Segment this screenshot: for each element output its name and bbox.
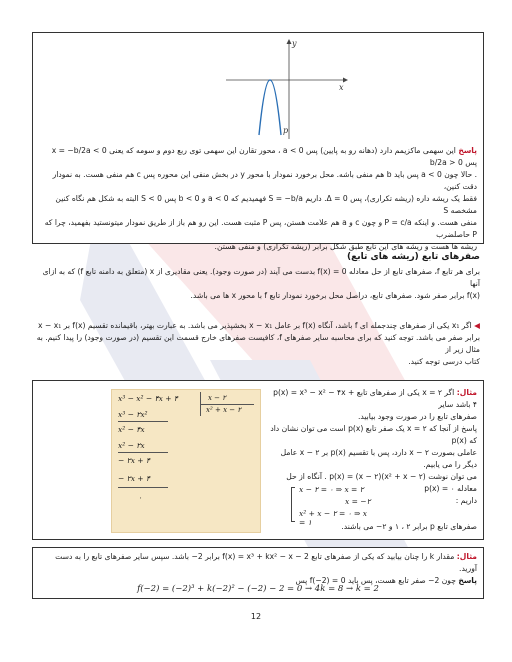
example-line: صفرهای تابع را در صورت وجود بیابید.	[357, 412, 477, 421]
y-axis-label: y	[292, 39, 297, 48]
factor-theorem-paragraph	[32, 320, 480, 368]
division-step: − ۲x + ۴	[118, 456, 151, 465]
paragraph-line: کتاب درسی توجه کنید.	[408, 357, 480, 366]
example-line: داریم :	[455, 496, 477, 505]
example-label: مثال:	[456, 388, 477, 397]
answer-line: فقط یک ریشه داره (ریشه تکراری)، پس Δ = 0. داریم S = −b/a فهمیدیم که a < 0 و b < 0 پس S < 0 البته به شکل هم نگاه کنین مشخصه S	[55, 194, 477, 215]
curve-label: p	[283, 126, 289, 135]
paragraph-line: ◀ اگر x₁ یکی از صفرهای چندجمله ای f باشد، آنگاه f(x) بر عامل x − x₁ بخشپذیر می باشد. به عبارت بهتر، باقیمانده تقسیم f(x) بر x − x₁	[38, 321, 480, 330]
example-answer: پاسخ چون 2− صفر تابع هست، پس باید f(−2) = 0 پس	[295, 576, 477, 585]
calculation-line: f(−2) = (−2)³ + k(−2)² − (−2) − 2 = 0 → 4k = 8 → k = 2	[137, 584, 379, 594]
section-title: صفرهای تابع (ریشه های تابع)	[346, 252, 480, 262]
zeros-definition-paragraph	[32, 266, 480, 302]
division-step: − ۲x + ۴	[118, 474, 151, 483]
example-line: پاسخ از آنجا که x = ۲ یک صفر تابع p(x) است می توان نشان داد که p(x)	[270, 424, 477, 445]
division-step: x² − ۴x	[118, 425, 145, 434]
answer-label: پاسخ	[458, 146, 477, 155]
long-division-panel	[111, 389, 261, 533]
division-example-box	[32, 380, 484, 540]
paragraph-line: برابر صفر می باشد. توجه کنید که برای محاسبه سایر صفرهای f، کافیست صفرهای خارج قسمت این تقسیم (در صورت وجود) را پیدا کنیم. به مثال زیر از	[36, 333, 480, 354]
example-conclusion: صفرهای تابع p برابر ۲ ، ۱ و ۲− می باشند.	[341, 522, 477, 531]
division-step: x³ − ۲x²	[118, 410, 148, 419]
example-line: عاملی بصورت x − ۲ دارد، پس با تقسیم p(x) بر x − ۲ عامل دیگر را می یابیم.	[280, 448, 477, 469]
example-line: مثال: اگر x = ۲ یکی از صفرهای تابع p(x) = x³ − x² − ۴x + ۴ باشد سایر	[273, 388, 477, 409]
answer-line: ریشه ها هست و ریشه های این تابع طبق شکل برابر (ریشه تکراری) و منفی هستن.	[214, 242, 477, 251]
case-line: x = −۲	[345, 497, 371, 506]
answer-label: پاسخ	[458, 576, 477, 585]
division-step: x² − ۲x	[118, 441, 145, 450]
page-number: 12	[250, 612, 262, 621]
dividend: x³ − x² − ۴x + ۴	[118, 394, 178, 403]
paragraph-line: برای هر تابع f، صفرهای تابع از حل معادله f(x) = 0 بدست می آیند (در صورت وجود). یعنی مقادیری از x (متعلق به دامنه تابع f) که به ازای آنها	[42, 267, 480, 288]
case-line: x² + x − ۲ = ۰ ⇒ x = ۱	[299, 509, 367, 527]
case-line: x − ۲ = ۰ ⇒ x = ۲	[299, 485, 364, 494]
paragraph-line: f(x) برابر صفر شود. صفرهای تابع، دراصل محل برخورد نمودار تابع f با محور x ها می باشد.	[190, 291, 480, 300]
example-label: مثال:	[456, 552, 477, 561]
bullet-triangle-icon: ◀	[474, 321, 480, 330]
example-line: می توان نوشت p(x) = (x − ۲)(x² + x − ۲) . آنگاه از حل معادله p(x) = ۰	[286, 472, 477, 493]
division-remainder: ۰	[138, 493, 143, 502]
answer-line: منفی هست. و اینکه P = c/a و چون c و a هم علامت هستن، پس P مثبت هست. این رو هم باز از طریق نمودار میتونستید بفهمید، چرا که P حاصلضرب	[44, 218, 477, 239]
graph-example-box	[32, 32, 484, 251]
parabola-graph	[221, 35, 351, 143]
answer-line: . حالا چون a < 0 پس باید b هم منفی باشه. محل برخورد نمودار با محور y در بخش منفی این محوره پس c هم منفی هست. به نمودار دقت کنین،	[52, 170, 477, 191]
answer-line: پاسخ این سهمی ماکزیمم دارد (دهانه رو به پایین) پس a < 0 ، محور تقارن این سهمی توی ربع دوم و سومه که یعنی x = −b/2a < 0 پس b/2a > 0	[51, 146, 477, 167]
example-question: مثال: مقدار k را چنان بیابید که یکی از صفرهای تابع f(x) = x³ + kx² − x − 2 برابر 2− باشد. سپس سایر صفرهای تابع را به دست آورید.	[55, 552, 477, 573]
x-axis-label: x	[339, 83, 344, 92]
quotient: x² + x − ۲	[206, 406, 242, 414]
second-example-text	[39, 551, 477, 587]
divisor: x − ۲	[208, 394, 227, 402]
second-example-box	[32, 547, 484, 599]
graph-answer	[39, 145, 477, 253]
